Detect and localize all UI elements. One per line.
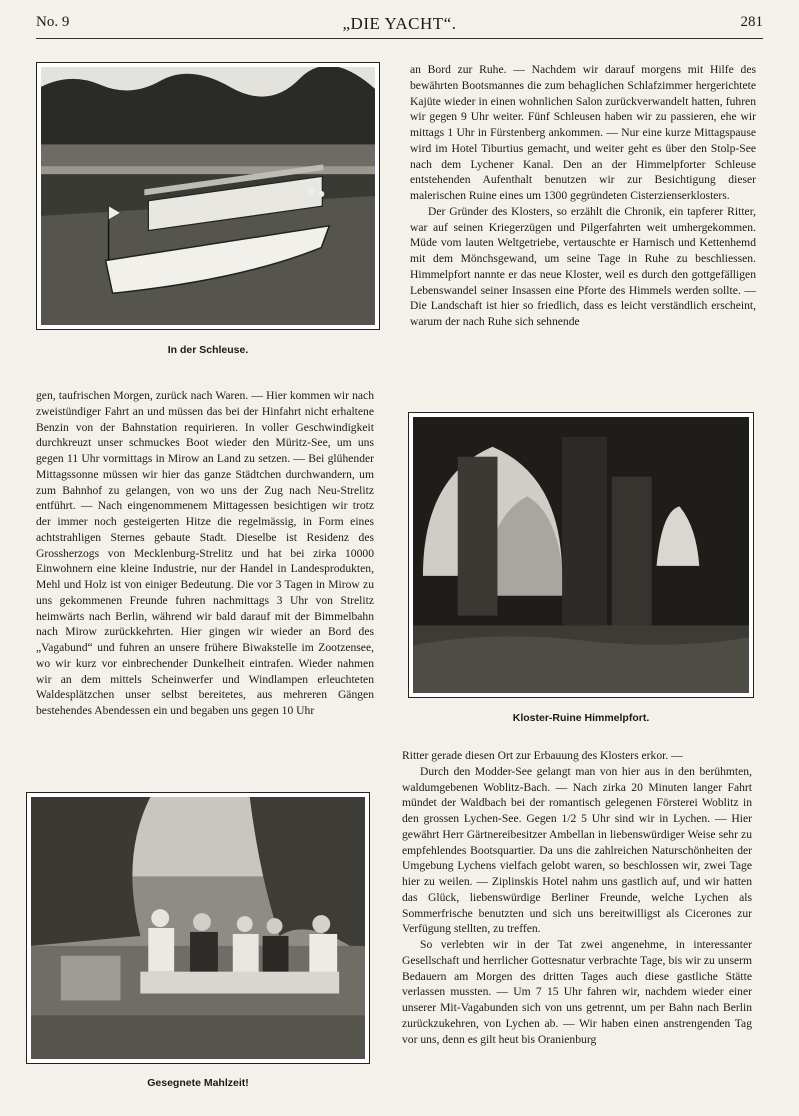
picnic-image [31,797,365,1059]
photo-mahlzeit [26,792,370,1064]
caption-mahlzeit: Gesegnete Mahlzeit! [147,1077,249,1089]
caption-schleuse: In der Schleuse. [167,344,249,356]
photo-schleuse [36,62,380,330]
paragraph: an Bord zur Ruhe. — Nachdem wir darauf morgens mit Hilfe des bewährten Bootsmannes die zum behaglichen Schlafzimmer hergerichtete Kajüte wieder in einen wohnlichen Salon zurückverwandelt hatten, fuhren wir gegen 9 Uhr weiter. Fünf Schleusen haben wir zu passieren, ehe wir mittags 1 Uhr in Fürstenberg ankommen. — Nur eine kurze Mittagspause wird im Hotel Tiburtius gemacht, und weiter geht es über den Stolp-See nach dem Lychener Kanal. Den an der Himmelpforter Schleuse entstehenden Aufenthalt benutzen wir zur Besichtigung dieser malerischen Ruine eines um 1300 gegründeten Cisterzienserklosters. [410,63,756,202]
page-number: 281 [740,14,763,30]
cloister-ruin-image [413,417,749,693]
paragraph: So verlebten wir in der Tat zwei angenehme, in interessanter Gesellschaft und herrlicher Gottesnatur verbrachte Tage, bis wir zu unserm Bedauern am Morgen des dritten Tages auch diese gastliche Stätte verlassen mussten. — Um 7 15 Uhr fahren wir, nachdem wieder einer unserer Mit-Vagabunden sich von uns getrennt, um per Bahn nach Berlin zurückzukehren, von Lychen ab. — Wir haben einen anstrengenden Tag vor uns, denn es gilt heut bis Oranienburg [402,938,752,1046]
column-right-top [410,62,756,330]
page-header [36,14,763,36]
journal-title: „DIE YACHT“. [342,14,457,33]
issue-number: No. 9 [36,14,70,30]
paragraph: Durch den Modder-See gelangt man von hier aus in den berühmten, waldumgebenen Woblitz-Bach. — Nach zirka 20 Minuten langer Fahrt mündet der Waldbach bei der romantisch gelegenen Försterei Woblitz in den grossen Lychen-See. Gegen 1/2 5 Uhr sind wir in Lychen. — Hier gewährt Herr Gärtnereibesitzer Ambellan in liebenswürdiger Weise sehr zu empfehlendes Bootsquartier. Da uns die zahlreichen Naturschönheiten der Umgebung Lychens vielfach gelobt waren, so beschlossen wir, zwei Tage hier zu weilen. — Ziplinskis Hotel nahm uns gastlich auf, und wir hatten das Glück, liebenswürdige Berliner Freunde, welche Lychen als Sommerfrische benutzten und sich uns bereitwilligst als Cicerones zur Verfügung stellten, zu treffen. [402,764,752,936]
paragraph: gen, taufrischen Morgen, zurück nach Waren. — Hier kommen wir nach zweistündiger Fahrt an und müssen das bei der Hinfahrt nicht erhaltene Benzin von der Bahnstation requirieren. In voller Geschwindigkeit durchkreuzt unser schmuckes Boot wieder den Müritz-See, um uns gegen 11 Uhr vormittags in Mirow an Land zu setzen. — Bei glühender Mittagssonne müssen wir hier das ganze Städtchen durchwandern, um zum Bahnhof zu gelangen, von wo uns der Zug nach Neu-Strelitz entführt. — Nach eingenommenem Mittagessen besichtigen wir trotz der immer noch gesteigerten Hitze die regelmässig, in Form eines achtstrahligen Sternes gebaute Stadt. Dieselbe ist Residenz des Grossherzogs von Mecklenburg-Strelitz und hat bei zirka 10000 Einwohnern eine kleine Industrie, nur der Handel in Landesprodukten, Mehl und Holz ist von einiger Bedeutung. Die vor 3 Tagen in Mirow zu uns gekommenen Freunde fuhren nachmittags 3 Uhr von Strelitz heimwärts nach Berlin, während wir bald darauf mit der Bimmelbahn nach Mirow zurückkehrten. Hier gingen wir wieder an Bord des „Vagabund“ und fuhren an unsere frühere Biwakstelle im Zootzensee, wo wir kurz vor einbrechender Dunkelheit eintrafen. Wieder nahmen wir an dem mittels Scheinwerfer und Windlampen erleuchteten Waldesplätzchen unser selbst bereitetes, aus mehreren Gängen bestehendes Abendessen ein und begaben uns gegen 10 Uhr [36,389,374,717]
caption-kloster: Kloster-Ruine Himmelpfort. [512,712,650,724]
header-rule [36,38,763,39]
column-right-bottom [402,748,752,1047]
boat-lock-image [41,67,375,325]
paragraph: Der Gründer des Klosters, so erzählt die Chronik, ein tapferer Ritter, war auf seinen Kriegerzügen und Pilgerfahrten weit umhergekommen. Müde vom lauten Weltgetriebe, vertauschte er Harnisch und Kettenhemd mit dem Mönchsgewand, um seine Tage in Ruhe zu beschliessen. Himmelpfort nannte er das neue Kloster, weil es durch den gottgefälligen Lebenswandel seiner Insassen eine Pforte des Himmels werden sollte. — Die Landschaft ist hier so friedlich, dass es leicht verständlich erscheint, warum der nach Ruhe sich sehnende [410,204,756,328]
column-left-middle [36,388,374,719]
photo-kloster [408,412,754,698]
paragraph: Ritter gerade diesen Ort zur Erbauung des Klosters erkor. — [402,749,683,762]
